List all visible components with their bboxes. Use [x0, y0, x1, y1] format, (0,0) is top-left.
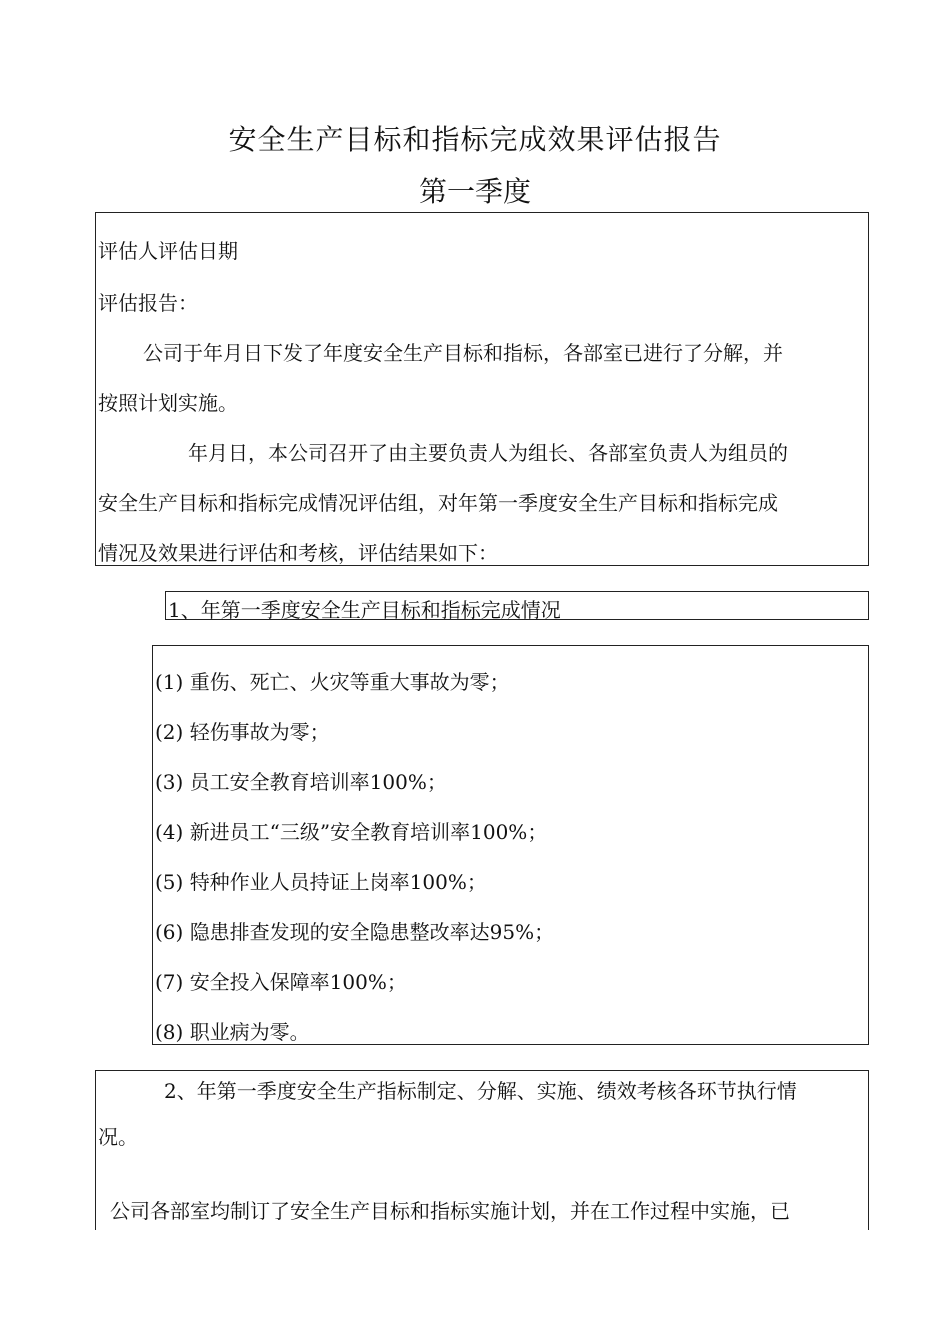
section-1-heading: 1、年第一季度安全生产目标和指标完成情况 [168, 598, 561, 622]
indicator-list-box [152, 645, 869, 1045]
indicator-item: (5) 特种作业人员持证上岗率100%； [155, 870, 487, 894]
paragraph-1-line-1: 公司于年月日下发了年度安全生产目标和指标，各部室已进行了分解，并 [143, 341, 783, 365]
paragraph-2-line-1: 年月日，本公司召开了由主要负责人为组长、各部室负责人为组员的 [188, 441, 788, 465]
assessor-date-line: 评估人评估日期 [98, 239, 238, 263]
assessment-box [95, 212, 869, 566]
section-2-heading-line-2: 况。 [98, 1125, 138, 1149]
paragraph-1-line-2: 按照计划实施。 [98, 391, 238, 415]
indicator-item: (4) 新进员工“三级”安全教育培训率100%； [155, 820, 548, 844]
indicator-item: (7) 安全投入保障率100%； [155, 970, 407, 994]
report-label: 评估报告： [98, 291, 198, 315]
indicator-item: (2) 轻伤事故为零； [155, 720, 330, 744]
document-subtitle: 第一季度 [418, 175, 531, 208]
section-2-heading-line-1: 2、年第一季度安全生产指标制定、分解、实施、绩效考核各环节执行情 [164, 1079, 797, 1103]
indicator-item: (6) 隐患排查发现的安全隐患整改率达95%； [155, 920, 555, 944]
paragraph-2-line-3: 情况及效果进行评估和考核，评估结果如下： [98, 541, 498, 565]
indicator-item: (1) 重伤、死亡、火灾等重大事故为零； [155, 670, 510, 694]
paragraph-2-line-2: 安全生产目标和指标完成情况评估组，对年第一季度安全生产目标和指标完成 [98, 491, 778, 515]
section-2-box [95, 1070, 869, 1230]
indicator-item: (3) 员工安全教育培训率100%； [155, 770, 447, 794]
section-2-paragraph-line-1: 公司各部室均制订了安全生产目标和指标实施计划，并在工作过程中实施，已 [110, 1199, 790, 1223]
section-1-heading-box [165, 591, 869, 620]
document-title: 安全生产目标和指标完成效果评估报告 [228, 123, 722, 156]
indicator-item: (8) 职业病为零。 [155, 1020, 310, 1044]
